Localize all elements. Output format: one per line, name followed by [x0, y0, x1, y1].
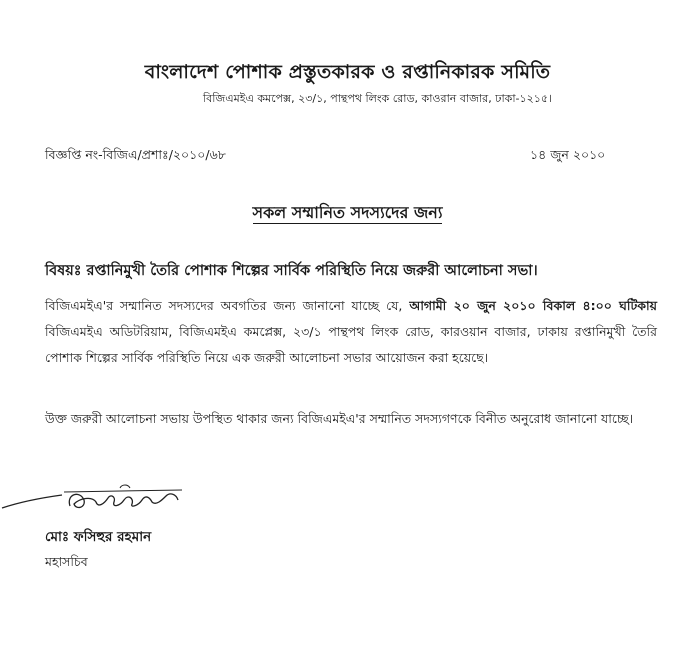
body-paragraph-1	[45, 293, 657, 371]
signatory-name: মোঃ ফসিহুর রহমান	[45, 529, 152, 545]
para1-rest: বিজিএমইএ অডিটরিয়াম, বিজিএমইএ কমপ্লেক্স, ২৩/১ পান্থপথ লিংক রোড, কারওয়ান বাজার, ঢাকায় রপ্তানিমুখী তৈরি পোশাক শিল্পের সার্বিক পরিস্থিতি নিয়ে এক জরুরী আলোচনা সভার আয়োজন করা হয়েছে।	[45, 324, 657, 365]
addressee-text: সকল সম্মানিত সদস্যদের জন্য	[252, 203, 443, 222]
memo-number: বিজ্ঞপ্তি নং-বিজিএ/প্রশাঃ/২০১০/৬৮	[45, 147, 226, 162]
handwritten-signature	[0, 478, 200, 530]
memo-date: ১৪ জুন ২০১০	[530, 147, 606, 162]
para1-intro: বিজিএমইএ'র সম্মানিত সদস্যদের অবগতির জন্য জানানো যাচ্ছে যে,	[45, 298, 410, 313]
organization-address: বিজিএমইএ কমপেক্স, ২৩/১, পান্থপথ লিংক রোড, কাওরান বাজার, ঢাকা-১২১৫।	[203, 92, 552, 105]
body-paragraph-2: উক্ত জরুরী আলোচনা সভায় উপস্থিত থাকার জন্য বিজিএমইএ'র সম্মানিত সদস্যগণকে বিনীত অনুরোধ জানানো যাচ্ছে।	[45, 411, 634, 426]
meeting-datetime: আগামী ২০ জুন ২০১০ বিকাল ৪:০০ ঘটিকায়	[409, 298, 657, 313]
subject-line: বিষয়ঃ রপ্তানিমুখী তৈরি পোশাক শিল্পের সার্বিক পরিস্থিতি নিয়ে জরুরী আলোচনা সভা।	[45, 263, 538, 279]
signatory-title: মহাসচিব	[45, 554, 88, 569]
addressee-heading	[0, 200, 695, 227]
organization-name: বাংলাদেশ পোশাক প্রস্তুতকারক ও রপ্তানিকারক সমিতি	[144, 61, 551, 83]
